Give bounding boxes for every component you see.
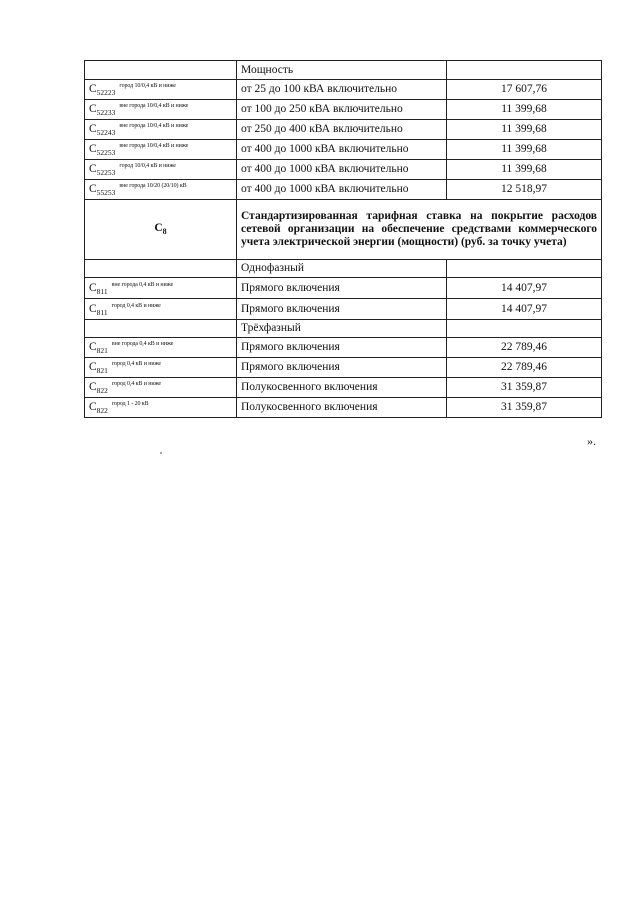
row-value: 12 518,97 (447, 180, 602, 200)
empty-cell (447, 260, 602, 278)
table-row (85, 338, 602, 358)
tariff-table (84, 60, 602, 418)
table-row (85, 358, 602, 378)
empty-cell (85, 61, 237, 80)
row-value: 11 399,68 (447, 120, 602, 140)
empty-cell (447, 320, 602, 338)
row-value: 11 399,68 (447, 140, 602, 160)
row-description: Прямого включения (237, 358, 447, 378)
tariff-code: $C_{822}^{город 0,4 кВ и ниже}$ (85, 378, 237, 398)
power-header-row (85, 61, 602, 80)
power-header: Мощность (237, 61, 447, 80)
row-value: 22 789,46 (447, 358, 602, 378)
table-row (85, 299, 602, 320)
row-value: 11 399,68 (447, 100, 602, 120)
row-description: от 100 до 250 кВА включительно (237, 100, 447, 120)
row-description: от 250 до 400 кВА включительно (237, 120, 447, 140)
row-description: Полукосвенного включения (237, 378, 447, 398)
scan-speck (160, 452, 162, 454)
table-row (85, 398, 602, 418)
row-value: 31 359,87 (447, 398, 602, 418)
row-value: 14 407,97 (447, 299, 602, 320)
table-row (85, 100, 602, 120)
row-description: Прямого включения (237, 338, 447, 358)
row-description: Прямого включения (237, 278, 447, 299)
row-value: 17 607,76 (447, 80, 602, 100)
table-row (85, 278, 602, 299)
row-description: от 25 до 100 кВА включительно (237, 80, 447, 100)
row-description: от 400 до 1000 кВА включительно (237, 180, 447, 200)
single-phase-header-row (85, 260, 602, 278)
three-phase-header-row (85, 320, 602, 338)
tariff-code: $C_{52243}^{вне города 10/0,4 кВ и ниже}$ (85, 120, 237, 140)
c8-description: Стандартизированная тарифная ставка на покрытие расходов сетевой организации на обеспечение средствами коммерческого учета электрической энергии (мощности) (руб. за точку учета) (237, 200, 602, 260)
tariff-code: $C_{55253}^{вне города 10/20 (20/10) кВ}$ (85, 180, 237, 200)
row-value: 22 789,46 (447, 338, 602, 358)
empty-cell (85, 320, 237, 338)
table-row (85, 180, 602, 200)
tariff-code: $C_{821}^{город 0,4 кВ и ниже}$ (85, 358, 237, 378)
tariff-code: $C_{822}^{город 1 - 20 кВ}$ (85, 398, 237, 418)
table-row (85, 120, 602, 140)
table-row (85, 378, 602, 398)
row-description: Полукосвенного включения (237, 398, 447, 418)
row-value: 11 399,68 (447, 160, 602, 180)
tariff-code: $C_{811}^{вне города 0,4 кВ и ниже}$ (85, 278, 237, 299)
three-phase-header: Трёхфазный (237, 320, 447, 338)
table-row (85, 140, 602, 160)
power-rows (85, 80, 602, 200)
tariff-code: $C_{52253}^{город 10/0,4 кВ и ниже}$ (85, 160, 237, 180)
tariff-code: $C_{811}^{город 0,4 кВ и ниже}$ (85, 299, 237, 320)
row-value: 31 359,87 (447, 378, 602, 398)
single-phase-rows (85, 278, 602, 320)
row-value: 14 407,97 (447, 278, 602, 299)
c8-row (85, 200, 602, 260)
table-row (85, 80, 602, 100)
empty-cell (85, 260, 237, 278)
single-phase-header: Однофазный (237, 260, 447, 278)
table-row (85, 160, 602, 180)
tariff-code: $C_{52233}^{вне города 10/0,4 кВ и ниже}$ (85, 100, 237, 120)
closing-quote: ». (587, 434, 596, 448)
row-description: от 400 до 1000 кВА включительно (237, 140, 447, 160)
c8-code: $C_8$ (85, 200, 237, 260)
row-description: от 400 до 1000 кВА включительно (237, 160, 447, 180)
tariff-code: $C_{52223}^{город 10/0,4 кВ и ниже}$ (85, 80, 237, 100)
row-description: Прямого включения (237, 299, 447, 320)
tariff-code: $C_{52253}^{вне города 10/0,4 кВ и ниже}$ (85, 140, 237, 160)
tariff-code: $C_{821}^{вне города 0,4 кВ и ниже}$ (85, 338, 237, 358)
empty-cell (447, 61, 602, 80)
three-phase-rows (85, 338, 602, 418)
